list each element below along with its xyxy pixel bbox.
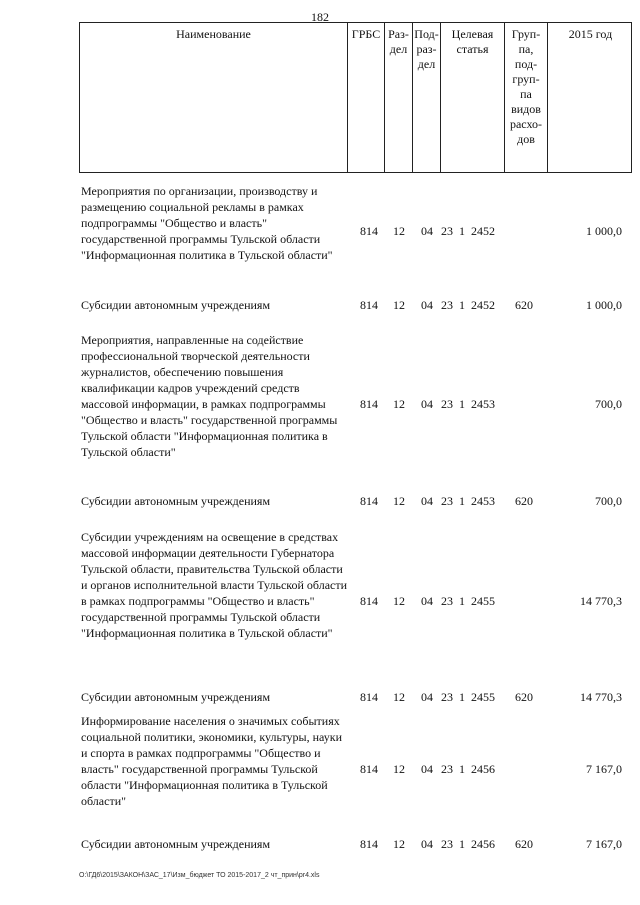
row-razdel: 12 <box>393 690 405 704</box>
row-podrazdel: 04 <box>421 690 433 704</box>
row-sum: 7 167,0 <box>586 762 622 776</box>
row-razdel: 12 <box>393 298 405 312</box>
row-vid: 620 <box>515 837 533 851</box>
row-celevaya: 23 1 2452 <box>441 298 495 312</box>
row-grbs: 814 <box>360 594 378 608</box>
row-grbs: 814 <box>360 298 378 312</box>
row-podrazdel: 04 <box>421 762 433 776</box>
table-header <box>79 22 632 173</box>
row-celevaya: 23 1 2455 <box>441 690 495 704</box>
row-razdel: 12 <box>393 837 405 851</box>
row-celevaya: 23 1 2452 <box>441 224 495 238</box>
row-podrazdel: 04 <box>421 224 433 238</box>
footer-file-path: O:\ГД6\2015\ЗАКОН\ЗАС_17\Изм_бюджет ТО 2015-2017_2 чт_прин\pr4.xls <box>79 872 320 879</box>
page-number: 182 <box>311 10 329 24</box>
row-podrazdel: 04 <box>421 298 433 312</box>
row-podrazdel: 04 <box>421 397 433 411</box>
row-grbs: 814 <box>360 837 378 851</box>
row-celevaya: 23 1 2456 <box>441 762 495 776</box>
row-grbs: 814 <box>360 224 378 238</box>
row-vid: 620 <box>515 494 533 508</box>
row-grbs: 814 <box>360 397 378 411</box>
row-name: Информирование населения о значимых событиях социальной политики, экономики, культуры, науки и спорта в рамках подпрограммы "Общество и власть" государственной программы Тульской области "Информационная политика в Тульской области" <box>81 714 343 808</box>
row-podrazdel: 04 <box>421 494 433 508</box>
row-sum: 14 770,3 <box>580 690 622 704</box>
row-sum: 1 000,0 <box>586 224 622 238</box>
header-year: 2015 год <box>568 27 613 41</box>
row-name: Субсидии автономным учреждениям <box>81 837 271 851</box>
header-grbs: ГРБС <box>348 23 385 172</box>
row-podrazdel: 04 <box>421 594 433 608</box>
row-grbs: 814 <box>360 690 378 704</box>
row-grbs: 814 <box>360 762 378 776</box>
row-name: Субсидии учреждениям на освещение в средствах массовой информации деятельности Губернатора Тульской области, правительства Тульской области и органов исполнительной власти Тульской области в рамках подпрограммы "Общество и власть" государственной программы Тульской области "Информационная политика в Тульской области" <box>81 530 348 640</box>
row-celevaya: 23 1 2455 <box>441 594 495 608</box>
row-razdel: 12 <box>393 762 405 776</box>
header-podrazdel: Под- раз- дел <box>413 23 441 172</box>
row-grbs: 814 <box>360 494 378 508</box>
row-vid: 620 <box>515 690 533 704</box>
row-razdel: 12 <box>393 494 405 508</box>
header-name: Наименование <box>80 23 348 172</box>
row-sum: 7 167,0 <box>586 837 622 851</box>
row-celevaya: 23 1 2453 <box>441 494 495 508</box>
header-vid: Груп- па, под- груп- па видов расхо- дов <box>505 23 548 172</box>
row-celevaya: 23 1 2453 <box>441 397 495 411</box>
row-razdel: 12 <box>393 594 405 608</box>
row-razdel: 12 <box>393 397 405 411</box>
row-name: Субсидии автономным учреждениям <box>81 494 271 508</box>
row-celevaya: 23 1 2456 <box>441 837 495 851</box>
row-razdel: 12 <box>393 224 405 238</box>
row-podrazdel: 04 <box>421 837 433 851</box>
row-name: Мероприятия, направленные на содействие профессиональной творческой деятельности журналистов, обеспечению повышения квалификации кадров учреждений средств массовой информации, в рамках подпрограммы "Общество и власть" государственной программы Тульской области "Информационная политика в Тульской области" <box>81 333 338 459</box>
row-vid: 620 <box>515 298 533 312</box>
row-sum: 700,0 <box>595 397 622 411</box>
header-celevaya: Целевая статья <box>441 23 505 172</box>
row-sum: 14 770,3 <box>580 594 622 608</box>
row-name: Субсидии автономным учреждениям <box>81 298 271 312</box>
row-sum: 700,0 <box>595 494 622 508</box>
row-sum: 1 000,0 <box>586 298 622 312</box>
row-name: Мероприятия по организации, производству и размещению социальной рекламы в рамках подпрограммы "Общество и власть" государственной программы Тульской области "Информационная политика в Тульской области" <box>81 184 333 262</box>
header-razdel: Раз- дел <box>385 23 413 172</box>
row-name: Субсидии автономным учреждениям <box>81 690 271 704</box>
